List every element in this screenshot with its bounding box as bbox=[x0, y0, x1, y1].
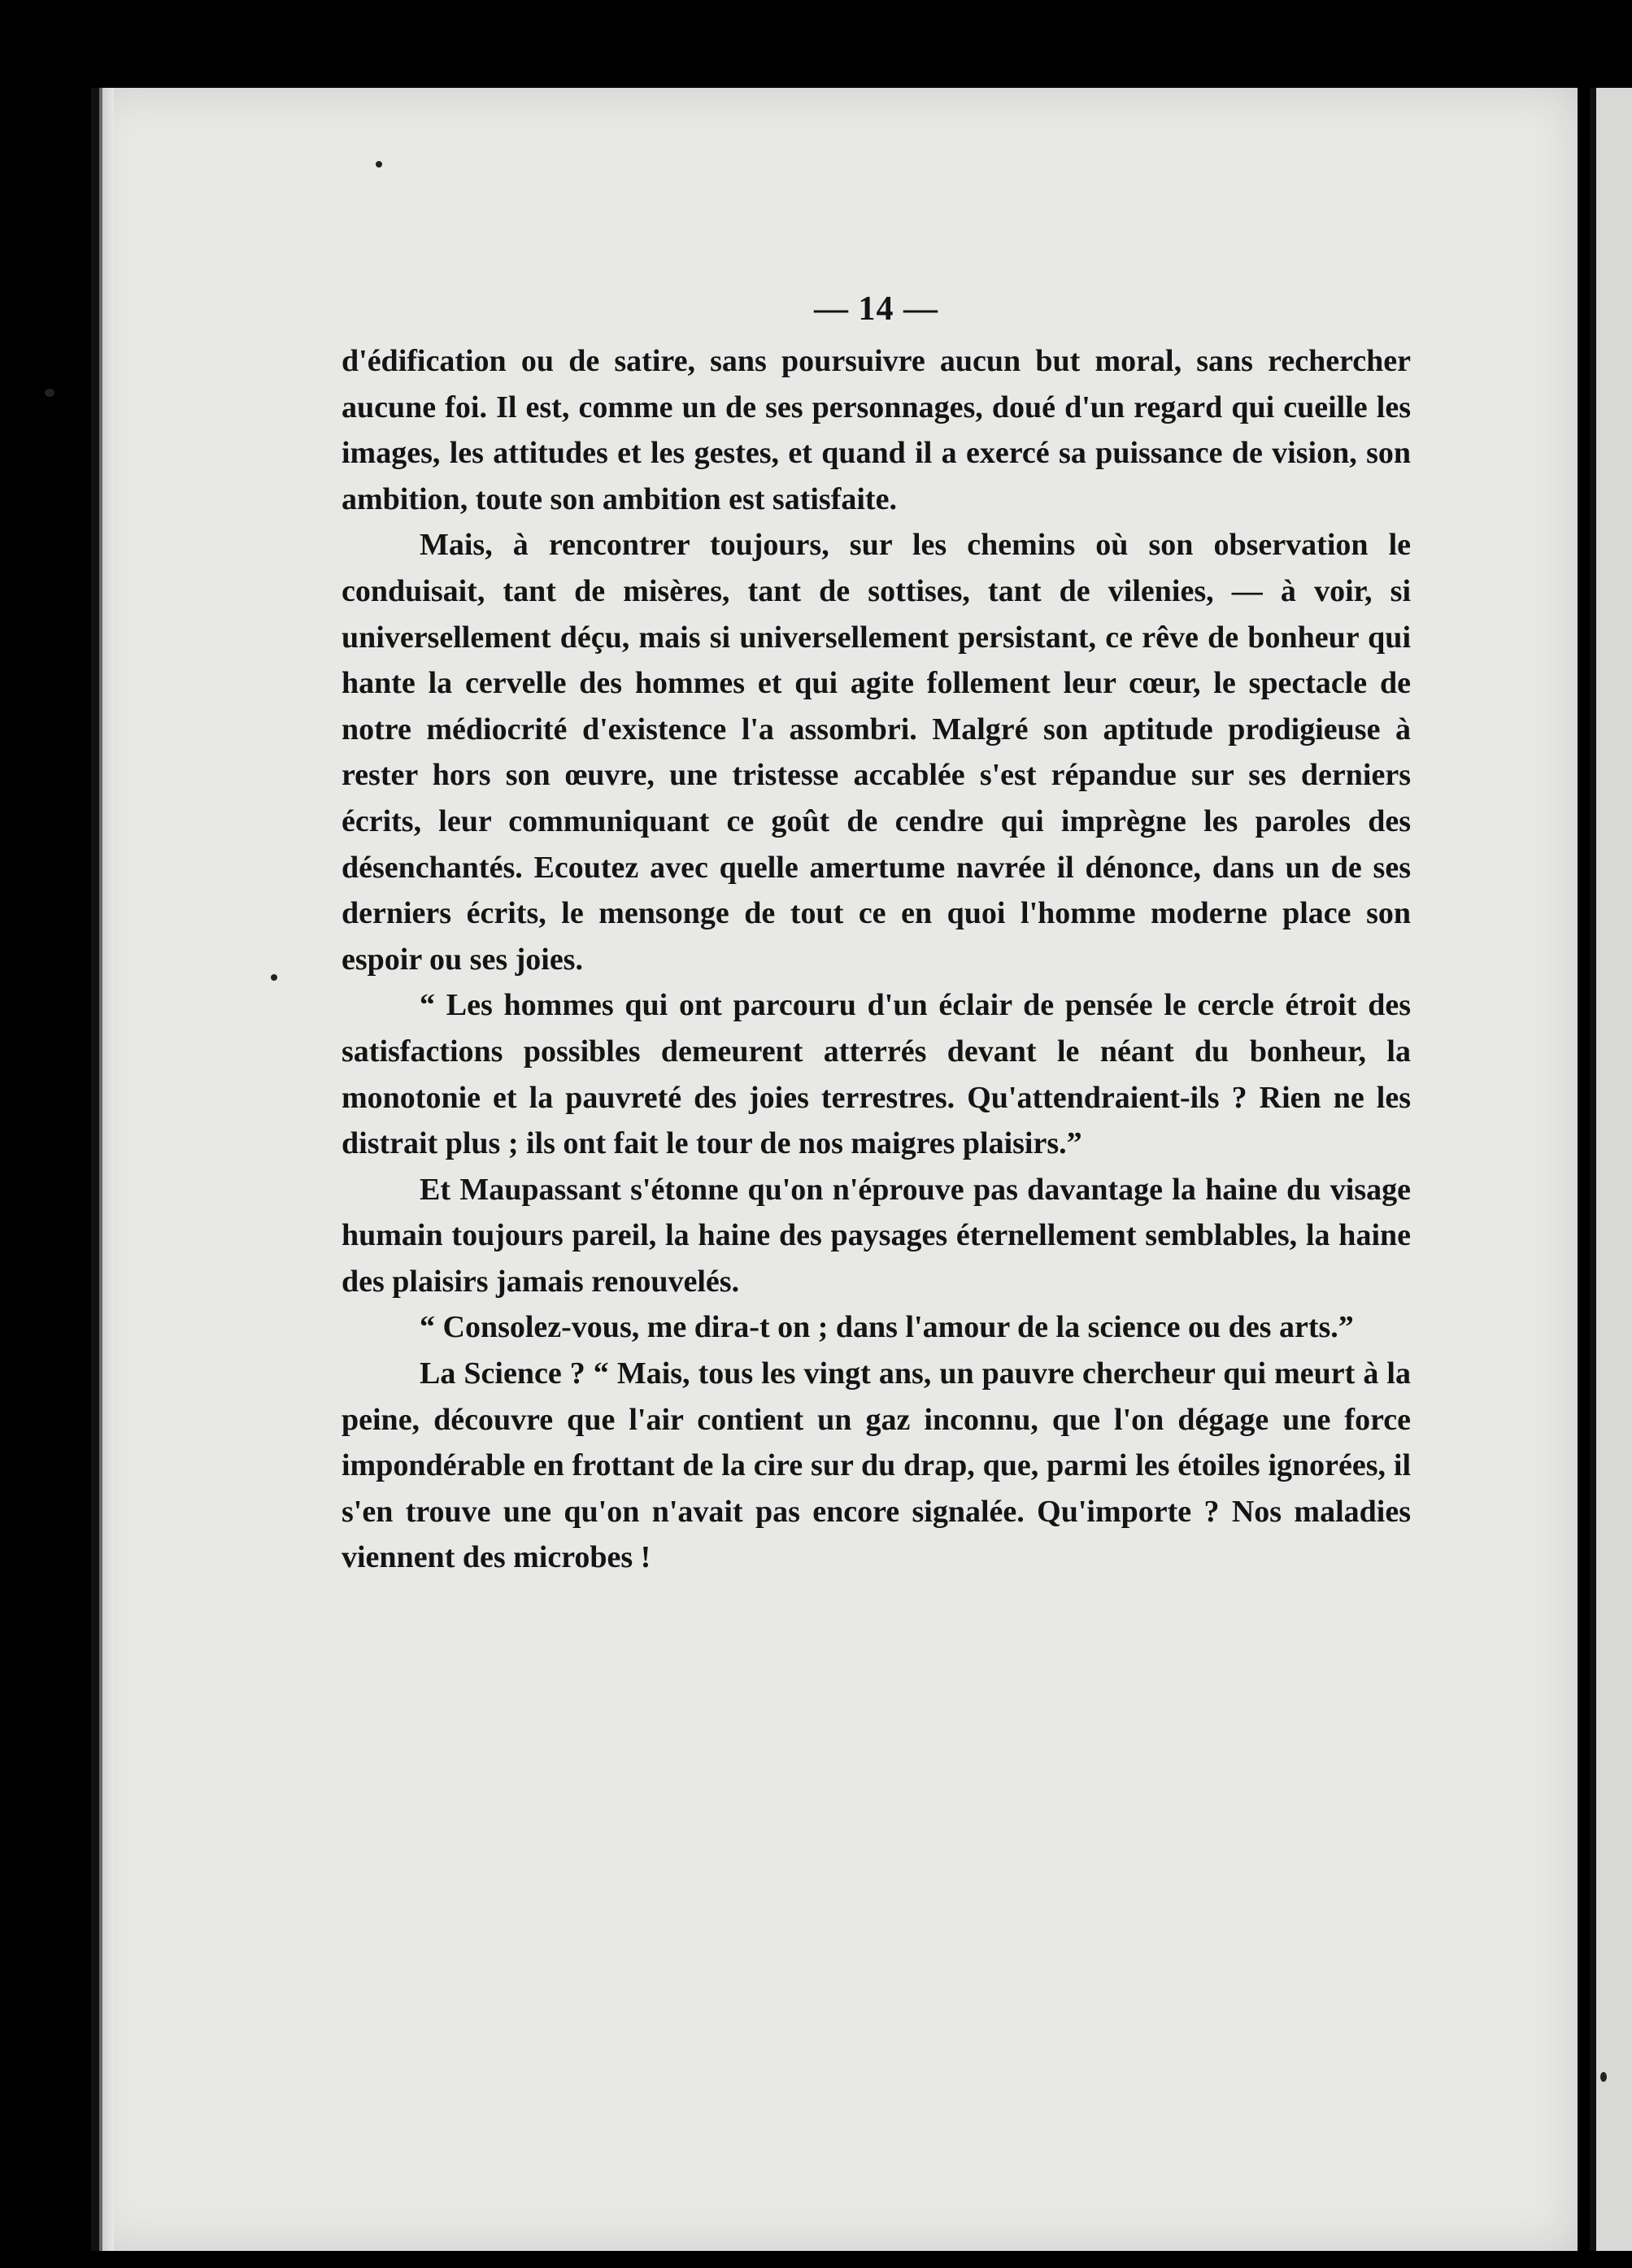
facing-page-edge bbox=[1590, 88, 1632, 2251]
scan-speck bbox=[45, 389, 54, 397]
page-binding-edge bbox=[91, 88, 114, 2251]
scan-speck bbox=[271, 974, 277, 981]
page-text bbox=[342, 285, 1411, 1581]
paragraph-6: La Science ? “ Mais, tous les vingt ans, un pauvre chercheur qui meurt à la peine, découvre que l'air contient un gaz inconnu, que l'on dégage une force impondérable en frottant de la cire sur du drap, que, parmi les étoiles ignorées, il s'en trouve une qu'on n'avait pas encore signalée. Qu'importe ? Nos maladies viennent des microbes ! bbox=[342, 1356, 1411, 1575]
scan-speck bbox=[376, 161, 382, 168]
paragraph-5-quote: “ Consolez-vous, me dira-t on ; dans l'amour de la science ou des arts.” bbox=[420, 1310, 1354, 1345]
paragraph-4: Et Maupassant s'étonne qu'on n'éprouve pas davantage la haine du visage humain toujours pareil, la haine des paysages éternellement semblables, la haine des plaisirs jamais renouvelés. bbox=[342, 1172, 1411, 1299]
page-number: — 14 — bbox=[814, 290, 938, 328]
paragraph-1: d'édification ou de satire, sans poursuivre aucun but moral, sans rechercher aucune foi. Il est, comme un de ses personnages, doué d'un regard qui cueille les images, les attitudes et les gestes, et quand il a exercé sa puissance de vision, son ambition, toute son ambition est satisfaite. bbox=[342, 344, 1411, 516]
scan-speck bbox=[1600, 2072, 1607, 2082]
paragraph-3-quote: “ Les hommes qui ont parcouru d'un éclair de pensée le cercle étroit des satisfactions possibles demeurent atterrés devant le néant du bonheur, la monotonie et la pauvreté des joies terrestres. Qu'attendraient-ils ? Rien ne les distrait plus ; ils ont fait le tour de nos maigres plaisirs.” bbox=[342, 988, 1411, 1161]
paragraph-2: Mais, à rencontrer toujours, sur les chemins où son observation le conduisait, tant de misères, tant de sottises, tant de vilenies, — à voir, si universellement déçu, mais si universellement persistant, ce rêve de bonheur qui hante la cervelle des hommes et qui agite follement leur cœur, le spectacle de notre médiocrité d'existence l'a assombri. Malgré son aptitude prodigieuse à rester hors son œuvre, une tristesse accablée s'est répandue sur ses derniers écrits, leur communiquant ce goût de cendre qui imprègne les paroles des désenchantés. Ecoutez avec quelle amertume navrée il dénonce, dans un de ses derniers écrits, le mensonge de tout ce en quoi l'homme moderne place son espoir ou ses joies. bbox=[342, 528, 1411, 977]
